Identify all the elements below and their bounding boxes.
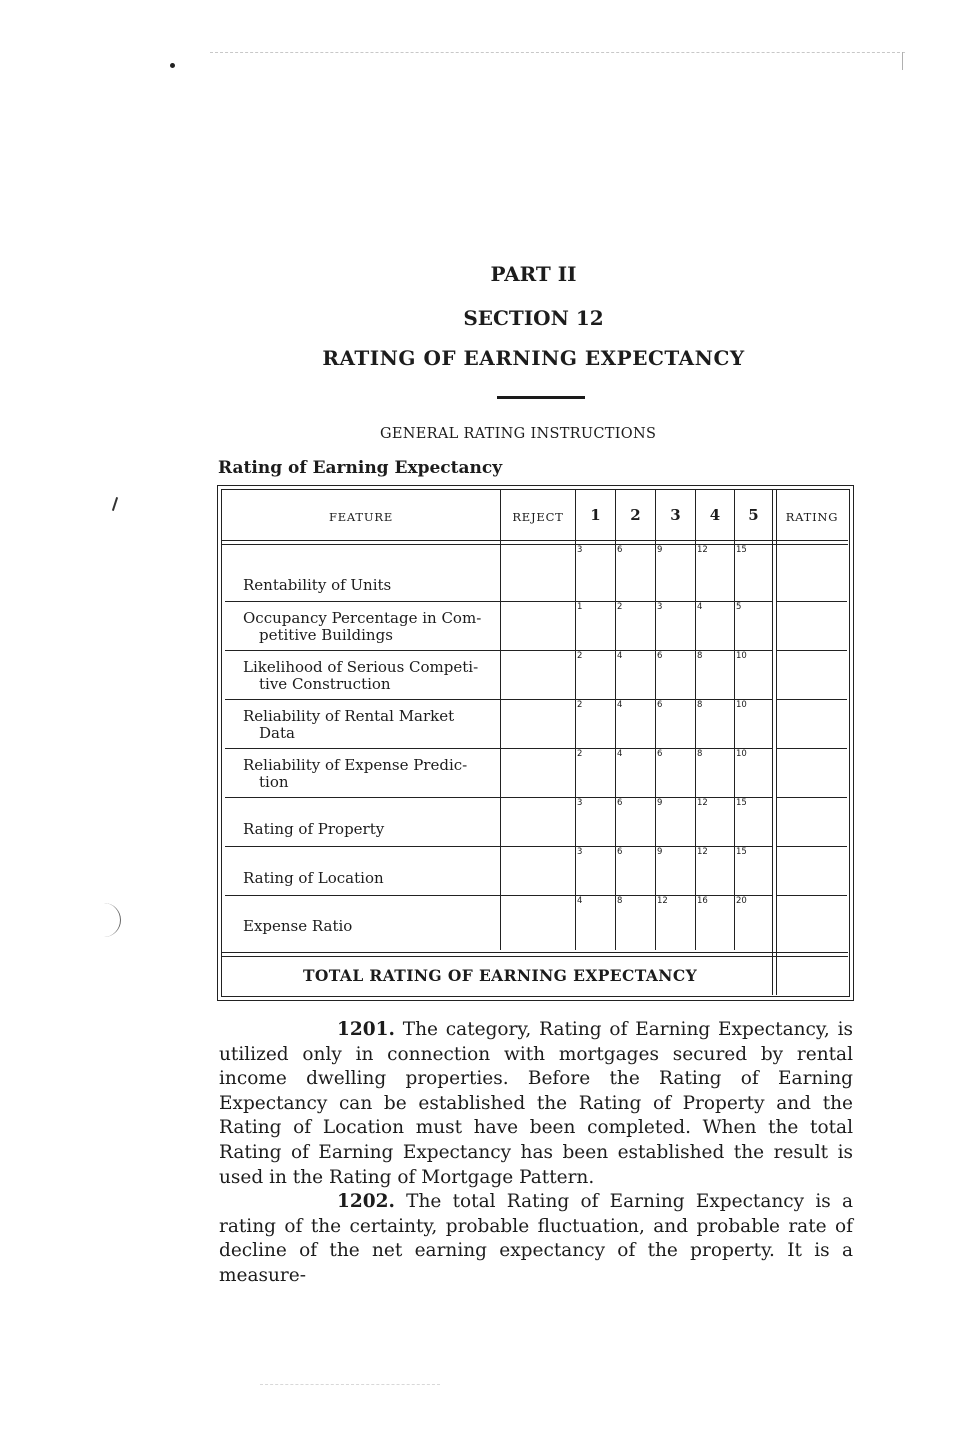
total-rule-top: [222, 952, 848, 953]
row-divider: [225, 895, 772, 896]
row-divider: [777, 601, 847, 602]
row-divider: [777, 846, 847, 847]
row-divider: [225, 699, 772, 700]
scan-corner-mark: [902, 52, 903, 70]
score-value: 2: [617, 602, 623, 612]
scan-dot: [170, 63, 175, 68]
col-divider-1: [615, 490, 616, 950]
paragraph-number: 1202.: [337, 1191, 395, 1212]
score-value: 6: [617, 798, 623, 808]
score-value: 9: [657, 545, 663, 555]
score-value: 1: [577, 602, 583, 612]
score-value: 3: [577, 847, 583, 857]
feature-label-rental-market-data: Reliability of Rental Market Data: [243, 707, 455, 742]
score-value: 6: [617, 545, 623, 555]
feature-label-rating-of-location: Rating of Location: [243, 869, 384, 887]
col-divider-5-double: [776, 490, 777, 995]
row-divider: [777, 699, 847, 700]
header-score-3: 3: [670, 506, 681, 524]
header-score-4: 4: [709, 506, 721, 524]
score-value: 20: [736, 896, 747, 906]
score-value: 4: [617, 749, 623, 759]
page-title: RATING OF EARNING EXPECTANCY: [322, 346, 745, 370]
paragraph-1201: [219, 1018, 853, 1190]
instructions-heading: GENERAL RATING INSTRUCTIONS: [380, 426, 657, 442]
feature-label-expense-ratio: Expense Ratio: [243, 917, 353, 935]
part-heading: PART II: [490, 262, 577, 286]
title-rule: [497, 396, 585, 399]
score-value: 12: [697, 847, 708, 857]
score-value: 15: [736, 847, 747, 857]
col-divider-2: [655, 490, 656, 950]
header-score-1: 1: [590, 506, 601, 524]
score-value: 6: [657, 651, 663, 661]
paragraph-number: 1201.: [337, 1019, 395, 1040]
feature-label-rating-of-property: Rating of Property: [243, 820, 385, 838]
score-value: 10: [736, 749, 747, 759]
score-value: 10: [736, 651, 747, 661]
scan-binding-mark: [98, 903, 121, 937]
row-divider: [777, 895, 847, 896]
score-value: 3: [577, 545, 583, 555]
score-value: 2: [577, 651, 583, 661]
score-value: 8: [697, 749, 703, 759]
score-value: 4: [617, 651, 623, 661]
score-value: 4: [697, 602, 703, 612]
section-heading: SECTION 12: [463, 306, 604, 330]
score-value: 12: [657, 896, 668, 906]
feature-label-competitive-construction: Likelihood of Serious Competi- tive Construction: [243, 658, 479, 693]
score-value: 2: [577, 749, 583, 759]
feature-label-occupancy: Occupancy Percentage in Com- petitive Buildings: [243, 609, 482, 644]
score-value: 8: [697, 700, 703, 710]
row-divider: [225, 748, 772, 749]
score-value: 8: [697, 651, 703, 661]
score-value: 4: [577, 896, 583, 906]
row-divider: [777, 797, 847, 798]
header-rating: RATING: [785, 510, 839, 524]
paragraph-text: The total Rating of Earning Expectancy is a rating of the certainty, probable fluctuation, and probable rate of decline of the net earning expectancy of the property. It is a measure-: [219, 1191, 853, 1286]
paragraph-text: The category, Rating of Earning Expectancy, is utilized only in connection with mortgages secured by rental income dwelling properties. Before the Rating of Earning Expectancy can be established the Rating of Property and the Rating of Location must have been completed. When the total Rating of Earning Expectancy has been established the result is used in the Rating of Mortgage Pattern.: [219, 1019, 853, 1188]
row-divider: [225, 797, 772, 798]
header-score-2: 2: [630, 506, 641, 524]
score-value: 12: [697, 545, 708, 555]
score-value: 6: [617, 847, 623, 857]
col-divider-reject: [575, 490, 576, 950]
col-divider-5: [772, 490, 773, 995]
header-feature: FEATURE: [328, 510, 394, 524]
score-value: 6: [657, 700, 663, 710]
col-divider-4: [734, 490, 735, 950]
score-value: 10: [736, 700, 747, 710]
scan-top-edge: [210, 52, 905, 54]
score-value: 12: [697, 798, 708, 808]
row-divider: [777, 748, 847, 749]
col-divider-3: [695, 490, 696, 950]
table-title: Rating of Earning Expectancy: [218, 458, 503, 478]
col-divider-feature: [500, 490, 501, 950]
score-value: 8: [617, 896, 623, 906]
score-value: 5: [736, 602, 742, 612]
header-rule-bottom: [222, 544, 848, 545]
scan-bottom-edge: [260, 1384, 440, 1386]
row-divider: [225, 601, 772, 602]
paragraph-1202: [219, 1190, 853, 1288]
feature-label-rentability: Rentability of Units: [243, 576, 392, 594]
total-rating-label: TOTAL RATING OF EARNING EXPECTANCY: [302, 966, 698, 985]
total-rule-bottom: [222, 956, 848, 957]
score-value: 2: [577, 700, 583, 710]
score-value: 9: [657, 847, 663, 857]
score-value: 15: [736, 545, 747, 555]
score-value: 6: [657, 749, 663, 759]
row-divider: [225, 846, 772, 847]
score-value: 3: [657, 602, 663, 612]
row-divider: [777, 650, 847, 651]
header-rule-top: [222, 540, 848, 541]
score-value: 4: [617, 700, 623, 710]
score-value: 9: [657, 798, 663, 808]
scan-tick-mark: [112, 497, 118, 511]
header-reject: REJECT: [512, 510, 564, 524]
score-value: 15: [736, 798, 747, 808]
row-divider: [225, 650, 772, 651]
header-score-5: 5: [748, 506, 759, 524]
score-value: 16: [697, 896, 708, 906]
feature-label-expense-prediction: Reliability of Expense Predic- tion: [243, 756, 468, 791]
score-value: 3: [577, 798, 583, 808]
